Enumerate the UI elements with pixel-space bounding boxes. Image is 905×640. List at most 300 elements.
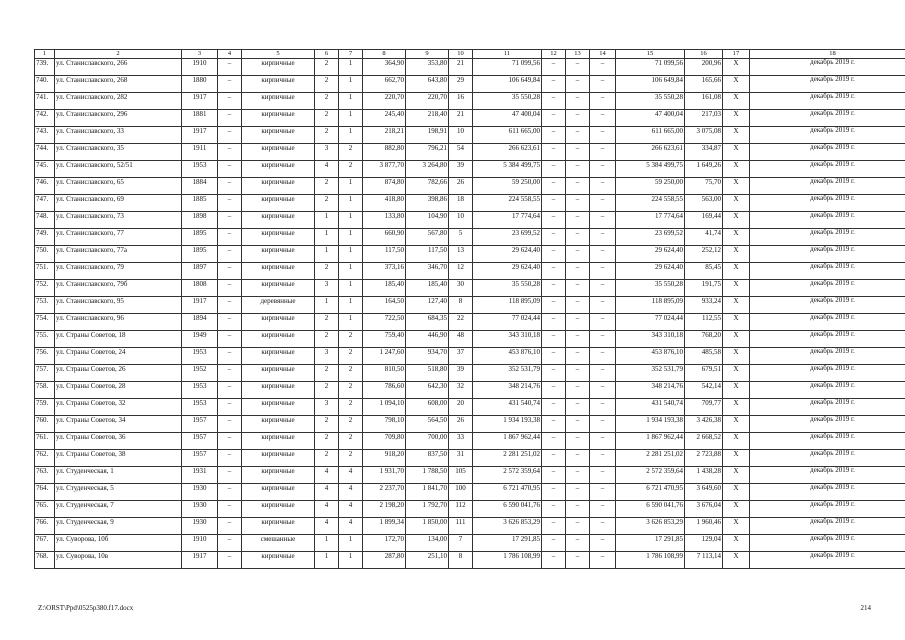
cell-floors: 1 [315,229,339,246]
cell-build-year: 1910 [182,59,218,76]
cell-col-14: – [590,212,616,229]
table-row [35,59,905,76]
cell-address: ул. Станиславского, 79б [55,280,182,297]
table-row [35,280,905,297]
cell-row-number: 741. [35,93,55,110]
cell-build-year: 1953 [182,348,218,365]
cell-col-13: – [566,450,590,467]
cell-row-number: 756. [35,348,55,365]
cell-living-area: 446,90 [406,331,449,348]
cell-col-13: – [566,535,590,552]
column-number-17: 17 [723,50,750,59]
cell-col-14: – [590,552,616,569]
cell-residents: 112 [449,501,473,518]
cell-col-14: – [590,331,616,348]
cell-row-number: 755. [35,331,55,348]
cell-address: ул. Страны Советов, 24 [55,348,182,365]
cell-address: ул. Станиславского, 96 [55,314,182,331]
cell-specific-cost: 169,44 [685,212,723,229]
cell-col-4: – [218,212,242,229]
cell-wall-material: кирпичные [242,399,315,416]
table-row [35,195,905,212]
cell-residents: 16 [449,93,473,110]
cell-wall-material: кирпичные [242,433,315,450]
cell-floors: 4 [315,484,339,501]
cell-living-area: 684,35 [406,314,449,331]
cell-col-14: – [590,76,616,93]
cell-specific-cost: 1 649,26 [685,161,723,178]
cell-build-year: 1910 [182,535,218,552]
cell-total-cost: 35 550,28 [616,93,685,110]
cell-row-number: 748. [35,212,55,229]
cell-mark: Х [723,161,750,178]
cell-col-14: – [590,144,616,161]
cell-address: ул. Суворова, 10б [55,535,182,552]
cell-total-cost: 77 024,44 [616,314,685,331]
cell-entrances: 1 [339,552,363,569]
cell-build-year: 1930 [182,518,218,535]
cell-address: ул. Станиславского, 282 [55,93,182,110]
cell-build-year: 1884 [182,178,218,195]
cell-mark: Х [723,263,750,280]
cell-col-13: – [566,93,590,110]
cell-wall-material: кирпичные [242,246,315,263]
cell-col-12: – [542,314,566,331]
table-row [35,518,905,535]
cell-wall-material: кирпичные [242,484,315,501]
column-number-7: 7 [339,50,363,59]
cell-total-area: 759,40 [363,331,406,348]
cell-specific-cost: 1 438,28 [685,467,723,484]
cell-deadline: декабрь 2019 г. [750,229,905,246]
cell-col-13: – [566,178,590,195]
cell-entrances: 1 [339,246,363,263]
cell-mark: Х [723,110,750,127]
table-row [35,484,905,501]
cell-floors: 2 [315,382,339,399]
cell-col-14: – [590,110,616,127]
cell-living-area: 1 850,00 [406,518,449,535]
cell-col-13: – [566,110,590,127]
cell-residents: 31 [449,450,473,467]
cell-row-number: 764. [35,484,55,501]
cell-col-12: – [542,246,566,263]
cell-col-4: – [218,518,242,535]
cell-entrances: 1 [339,280,363,297]
cell-col-12: – [542,535,566,552]
cell-col-12: – [542,59,566,76]
cell-col-12: – [542,76,566,93]
cell-wall-material: кирпичные [242,280,315,297]
cell-build-year: 1949 [182,331,218,348]
cell-wall-material: кирпичные [242,195,315,212]
cell-mark: Х [723,467,750,484]
cell-total-area: 287,80 [363,552,406,569]
table-row [35,467,905,484]
cell-col-13: – [566,365,590,382]
cell-col-12: – [542,127,566,144]
cell-specific-cost: 3 426,38 [685,416,723,433]
cell-row-number: 742. [35,110,55,127]
cell-deadline: декабрь 2019 г. [750,212,905,229]
table-row [35,229,905,246]
cell-total-cost: 23 699,52 [616,229,685,246]
cell-residents: 7 [449,535,473,552]
cell-cost: 1 786 108,99 [473,552,542,569]
cell-total-cost: 352 531,79 [616,365,685,382]
cell-address: ул. Студенческая, 1 [55,467,182,484]
cell-address: ул. Студенческая, 9 [55,518,182,535]
cell-address: ул. Студенческая, 5 [55,484,182,501]
cell-address: ул. Станиславского, 266 [55,59,182,76]
table-row [35,535,905,552]
cell-col-4: – [218,399,242,416]
cell-mark: Х [723,365,750,382]
cell-residents: 32 [449,382,473,399]
cell-living-area: 608,00 [406,399,449,416]
cell-specific-cost: 563,00 [685,195,723,212]
cell-deadline: декабрь 2019 г. [750,127,905,144]
cell-cost: 2 572 359,64 [473,467,542,484]
cell-living-area: 104,90 [406,212,449,229]
cell-deadline: декабрь 2019 г. [750,59,905,76]
cell-total-cost: 2 281 251,02 [616,450,685,467]
cell-total-cost: 5 384 499,75 [616,161,685,178]
cell-living-area: 643,80 [406,76,449,93]
cell-mark: Х [723,280,750,297]
cell-cost: 35 550,28 [473,93,542,110]
column-number-header [35,50,905,59]
cell-specific-cost: 112,55 [685,314,723,331]
cell-col-12: – [542,399,566,416]
cell-living-area: 567,80 [406,229,449,246]
cell-total-cost: 6 721 470,95 [616,484,685,501]
cell-col-14: – [590,297,616,314]
cell-total-area: 810,50 [363,365,406,382]
cell-floors: 2 [315,93,339,110]
cell-residents: 105 [449,467,473,484]
cell-specific-cost: 7 113,14 [685,552,723,569]
cell-build-year: 1898 [182,212,218,229]
cell-wall-material: кирпичные [242,229,315,246]
cell-col-12: – [542,348,566,365]
cell-col-4: – [218,433,242,450]
cell-col-14: – [590,450,616,467]
cell-col-4: – [218,535,242,552]
cell-deadline: декабрь 2019 г. [750,552,905,569]
cell-cost: 431 540,74 [473,399,542,416]
cell-floors: 3 [315,399,339,416]
cell-residents: 37 [449,348,473,365]
cell-mark: Х [723,416,750,433]
cell-specific-cost: 709,77 [685,399,723,416]
cell-cost: 35 550,28 [473,280,542,297]
cell-address: ул. Станиславского, 52/51 [55,161,182,178]
column-number-12: 12 [542,50,566,59]
table-row [35,93,905,110]
cell-specific-cost: 217,03 [685,110,723,127]
cell-entrances: 1 [339,76,363,93]
cell-row-number: 740. [35,76,55,93]
cell-col-4: – [218,161,242,178]
table-row [35,246,905,263]
cell-deadline: декабрь 2019 г. [750,450,905,467]
cell-row-number: 745. [35,161,55,178]
cell-cost: 17 291,85 [473,535,542,552]
cell-total-cost: 106 649,84 [616,76,685,93]
cell-col-12: – [542,229,566,246]
cell-specific-cost: 2 668,52 [685,433,723,450]
cell-living-area: 1 792,70 [406,501,449,518]
cell-cost: 348 214,76 [473,382,542,399]
cell-residents: 10 [449,212,473,229]
cell-total-area: 2 198,20 [363,501,406,518]
column-number-5: 5 [242,50,315,59]
cell-cost: 453 876,10 [473,348,542,365]
cell-floors: 1 [315,246,339,263]
cell-cost: 59 250,00 [473,178,542,195]
cell-total-cost: 348 214,76 [616,382,685,399]
cell-living-area: 1 788,50 [406,467,449,484]
column-number-1: 1 [35,50,55,59]
cell-col-4: – [218,331,242,348]
cell-deadline: декабрь 2019 г. [750,110,905,127]
column-number-13: 13 [566,50,590,59]
cell-cost: 1 867 962,44 [473,433,542,450]
cell-floors: 2 [315,110,339,127]
cell-residents: 48 [449,331,473,348]
cell-deadline: декабрь 2019 г. [750,144,905,161]
cell-build-year: 1880 [182,76,218,93]
cell-specific-cost: 485,58 [685,348,723,365]
cell-col-14: – [590,263,616,280]
cell-floors: 2 [315,416,339,433]
cell-col-14: – [590,433,616,450]
cell-wall-material: кирпичные [242,501,315,518]
cell-residents: 39 [449,365,473,382]
cell-deadline: декабрь 2019 г. [750,280,905,297]
table-row [35,263,905,280]
cell-mark: Х [723,450,750,467]
cell-residents: 20 [449,399,473,416]
cell-col-13: – [566,501,590,518]
cell-total-area: 798,10 [363,416,406,433]
cell-living-area: 642,30 [406,382,449,399]
cell-deadline: декабрь 2019 г. [750,348,905,365]
cell-mark: Х [723,518,750,535]
cell-specific-cost: 542,14 [685,382,723,399]
cell-wall-material: кирпичные [242,93,315,110]
cell-col-13: – [566,382,590,399]
cell-floors: 1 [315,535,339,552]
cell-specific-cost: 161,08 [685,93,723,110]
cell-total-area: 874,80 [363,178,406,195]
cell-build-year: 1917 [182,552,218,569]
column-number-16: 16 [685,50,723,59]
cell-living-area: 117,50 [406,246,449,263]
cell-col-13: – [566,416,590,433]
cell-address: ул. Станиславского, 33 [55,127,182,144]
cell-total-area: 117,50 [363,246,406,263]
cell-deadline: декабрь 2019 г. [750,484,905,501]
column-number-6: 6 [315,50,339,59]
cell-col-13: – [566,314,590,331]
cell-cost: 47 400,04 [473,110,542,127]
cell-cost: 6 721 470,95 [473,484,542,501]
cell-col-13: – [566,246,590,263]
cell-living-area: 700,00 [406,433,449,450]
cell-build-year: 1930 [182,501,218,518]
column-number-3: 3 [182,50,218,59]
cell-col-13: – [566,76,590,93]
cell-residents: 111 [449,518,473,535]
cell-floors: 2 [315,331,339,348]
cell-entrances: 1 [339,195,363,212]
cell-address: ул. Страны Советов, 34 [55,416,182,433]
cell-wall-material: кирпичные [242,178,315,195]
cell-residents: 26 [449,178,473,195]
cell-mark: Х [723,552,750,569]
cell-wall-material: кирпичные [242,144,315,161]
cell-cost: 77 024,44 [473,314,542,331]
cell-deadline: декабрь 2019 г. [750,161,905,178]
cell-col-12: – [542,110,566,127]
cell-address: ул. Станиславского, 268 [55,76,182,93]
cell-cost: 2 281 251,02 [473,450,542,467]
cell-build-year: 1952 [182,365,218,382]
cell-wall-material: кирпичные [242,127,315,144]
cell-total-cost: 29 624,40 [616,263,685,280]
cell-living-area: 185,40 [406,280,449,297]
cell-col-4: – [218,229,242,246]
cell-col-12: – [542,501,566,518]
cell-entrances: 1 [339,535,363,552]
cell-col-13: – [566,161,590,178]
cell-cost: 106 649,84 [473,76,542,93]
cell-deadline: декабрь 2019 г. [750,314,905,331]
cell-total-cost: 47 400,04 [616,110,685,127]
cell-col-4: – [218,110,242,127]
column-number-10: 10 [449,50,473,59]
cell-deadline: декабрь 2019 г. [750,263,905,280]
cell-total-area: 220,70 [363,93,406,110]
cell-wall-material: смешанные [242,535,315,552]
cell-specific-cost: 334,87 [685,144,723,161]
cell-mark: Х [723,93,750,110]
cell-wall-material: кирпичные [242,416,315,433]
cell-mark: Х [723,297,750,314]
cell-entrances: 2 [339,348,363,365]
cell-specific-cost: 75,70 [685,178,723,195]
cell-total-cost: 17 291,85 [616,535,685,552]
cell-total-cost: 1 786 108,99 [616,552,685,569]
cell-total-cost: 2 572 359,64 [616,467,685,484]
cell-col-13: – [566,263,590,280]
cell-total-area: 1 931,70 [363,467,406,484]
cell-col-12: – [542,416,566,433]
cell-mark: Х [723,484,750,501]
cell-row-number: 766. [35,518,55,535]
cell-wall-material: кирпичные [242,552,315,569]
file-path: Z:\ORST\Ppd\0525p380.f17.docx [38,604,134,612]
cell-row-number: 752. [35,280,55,297]
cell-col-4: – [218,178,242,195]
cell-residents: 26 [449,416,473,433]
cell-row-number: 753. [35,297,55,314]
cell-residents: 12 [449,263,473,280]
cell-build-year: 1881 [182,110,218,127]
cell-address: ул. Станиславского, 296 [55,110,182,127]
cell-entrances: 2 [339,161,363,178]
cell-col-12: – [542,144,566,161]
cell-floors: 4 [315,467,339,484]
cell-deadline: декабрь 2019 г. [750,297,905,314]
table-row [35,433,905,450]
cell-build-year: 1957 [182,450,218,467]
table-row [35,348,905,365]
cell-living-area: 251,10 [406,552,449,569]
table-row [35,501,905,518]
cell-entrances: 4 [339,484,363,501]
cell-address: ул. Станиславского, 77 [55,229,182,246]
cell-col-14: – [590,399,616,416]
cell-deadline: декабрь 2019 г. [750,93,905,110]
cell-floors: 3 [315,144,339,161]
cell-living-area: 346,70 [406,263,449,280]
cell-total-area: 1 899,34 [363,518,406,535]
cell-address: ул. Станиславского, 79 [55,263,182,280]
cell-wall-material: кирпичные [242,518,315,535]
cell-residents: 21 [449,59,473,76]
column-number-4: 4 [218,50,242,59]
cell-entrances: 2 [339,365,363,382]
cell-mark: Х [723,76,750,93]
cell-specific-cost: 3 075,08 [685,127,723,144]
cell-build-year: 1895 [182,246,218,263]
cell-col-14: – [590,467,616,484]
cell-entrances: 1 [339,229,363,246]
cell-col-13: – [566,195,590,212]
cell-living-area: 518,80 [406,365,449,382]
column-number-11: 11 [473,50,542,59]
cell-row-number: 750. [35,246,55,263]
cell-living-area: 837,50 [406,450,449,467]
cell-col-14: – [590,229,616,246]
cell-col-4: – [218,93,242,110]
cell-build-year: 1917 [182,297,218,314]
cell-specific-cost: 3 649,60 [685,484,723,501]
cell-entrances: 2 [339,144,363,161]
cell-col-4: – [218,484,242,501]
table-row [35,110,905,127]
table-row [35,331,905,348]
cell-col-12: – [542,382,566,399]
cell-living-area: 127,40 [406,297,449,314]
cell-living-area: 218,40 [406,110,449,127]
cell-deadline: декабрь 2019 г. [750,76,905,93]
cell-floors: 2 [315,76,339,93]
cell-residents: 10 [449,127,473,144]
cell-col-14: – [590,280,616,297]
cell-row-number: 768. [35,552,55,569]
cell-address: ул. Станиславского, 73 [55,212,182,229]
cell-col-13: – [566,399,590,416]
cell-deadline: декабрь 2019 г. [750,399,905,416]
cell-total-area: 709,80 [363,433,406,450]
cell-col-14: – [590,501,616,518]
cell-address: ул. Страны Советов, 36 [55,433,182,450]
cell-floors: 1 [315,297,339,314]
